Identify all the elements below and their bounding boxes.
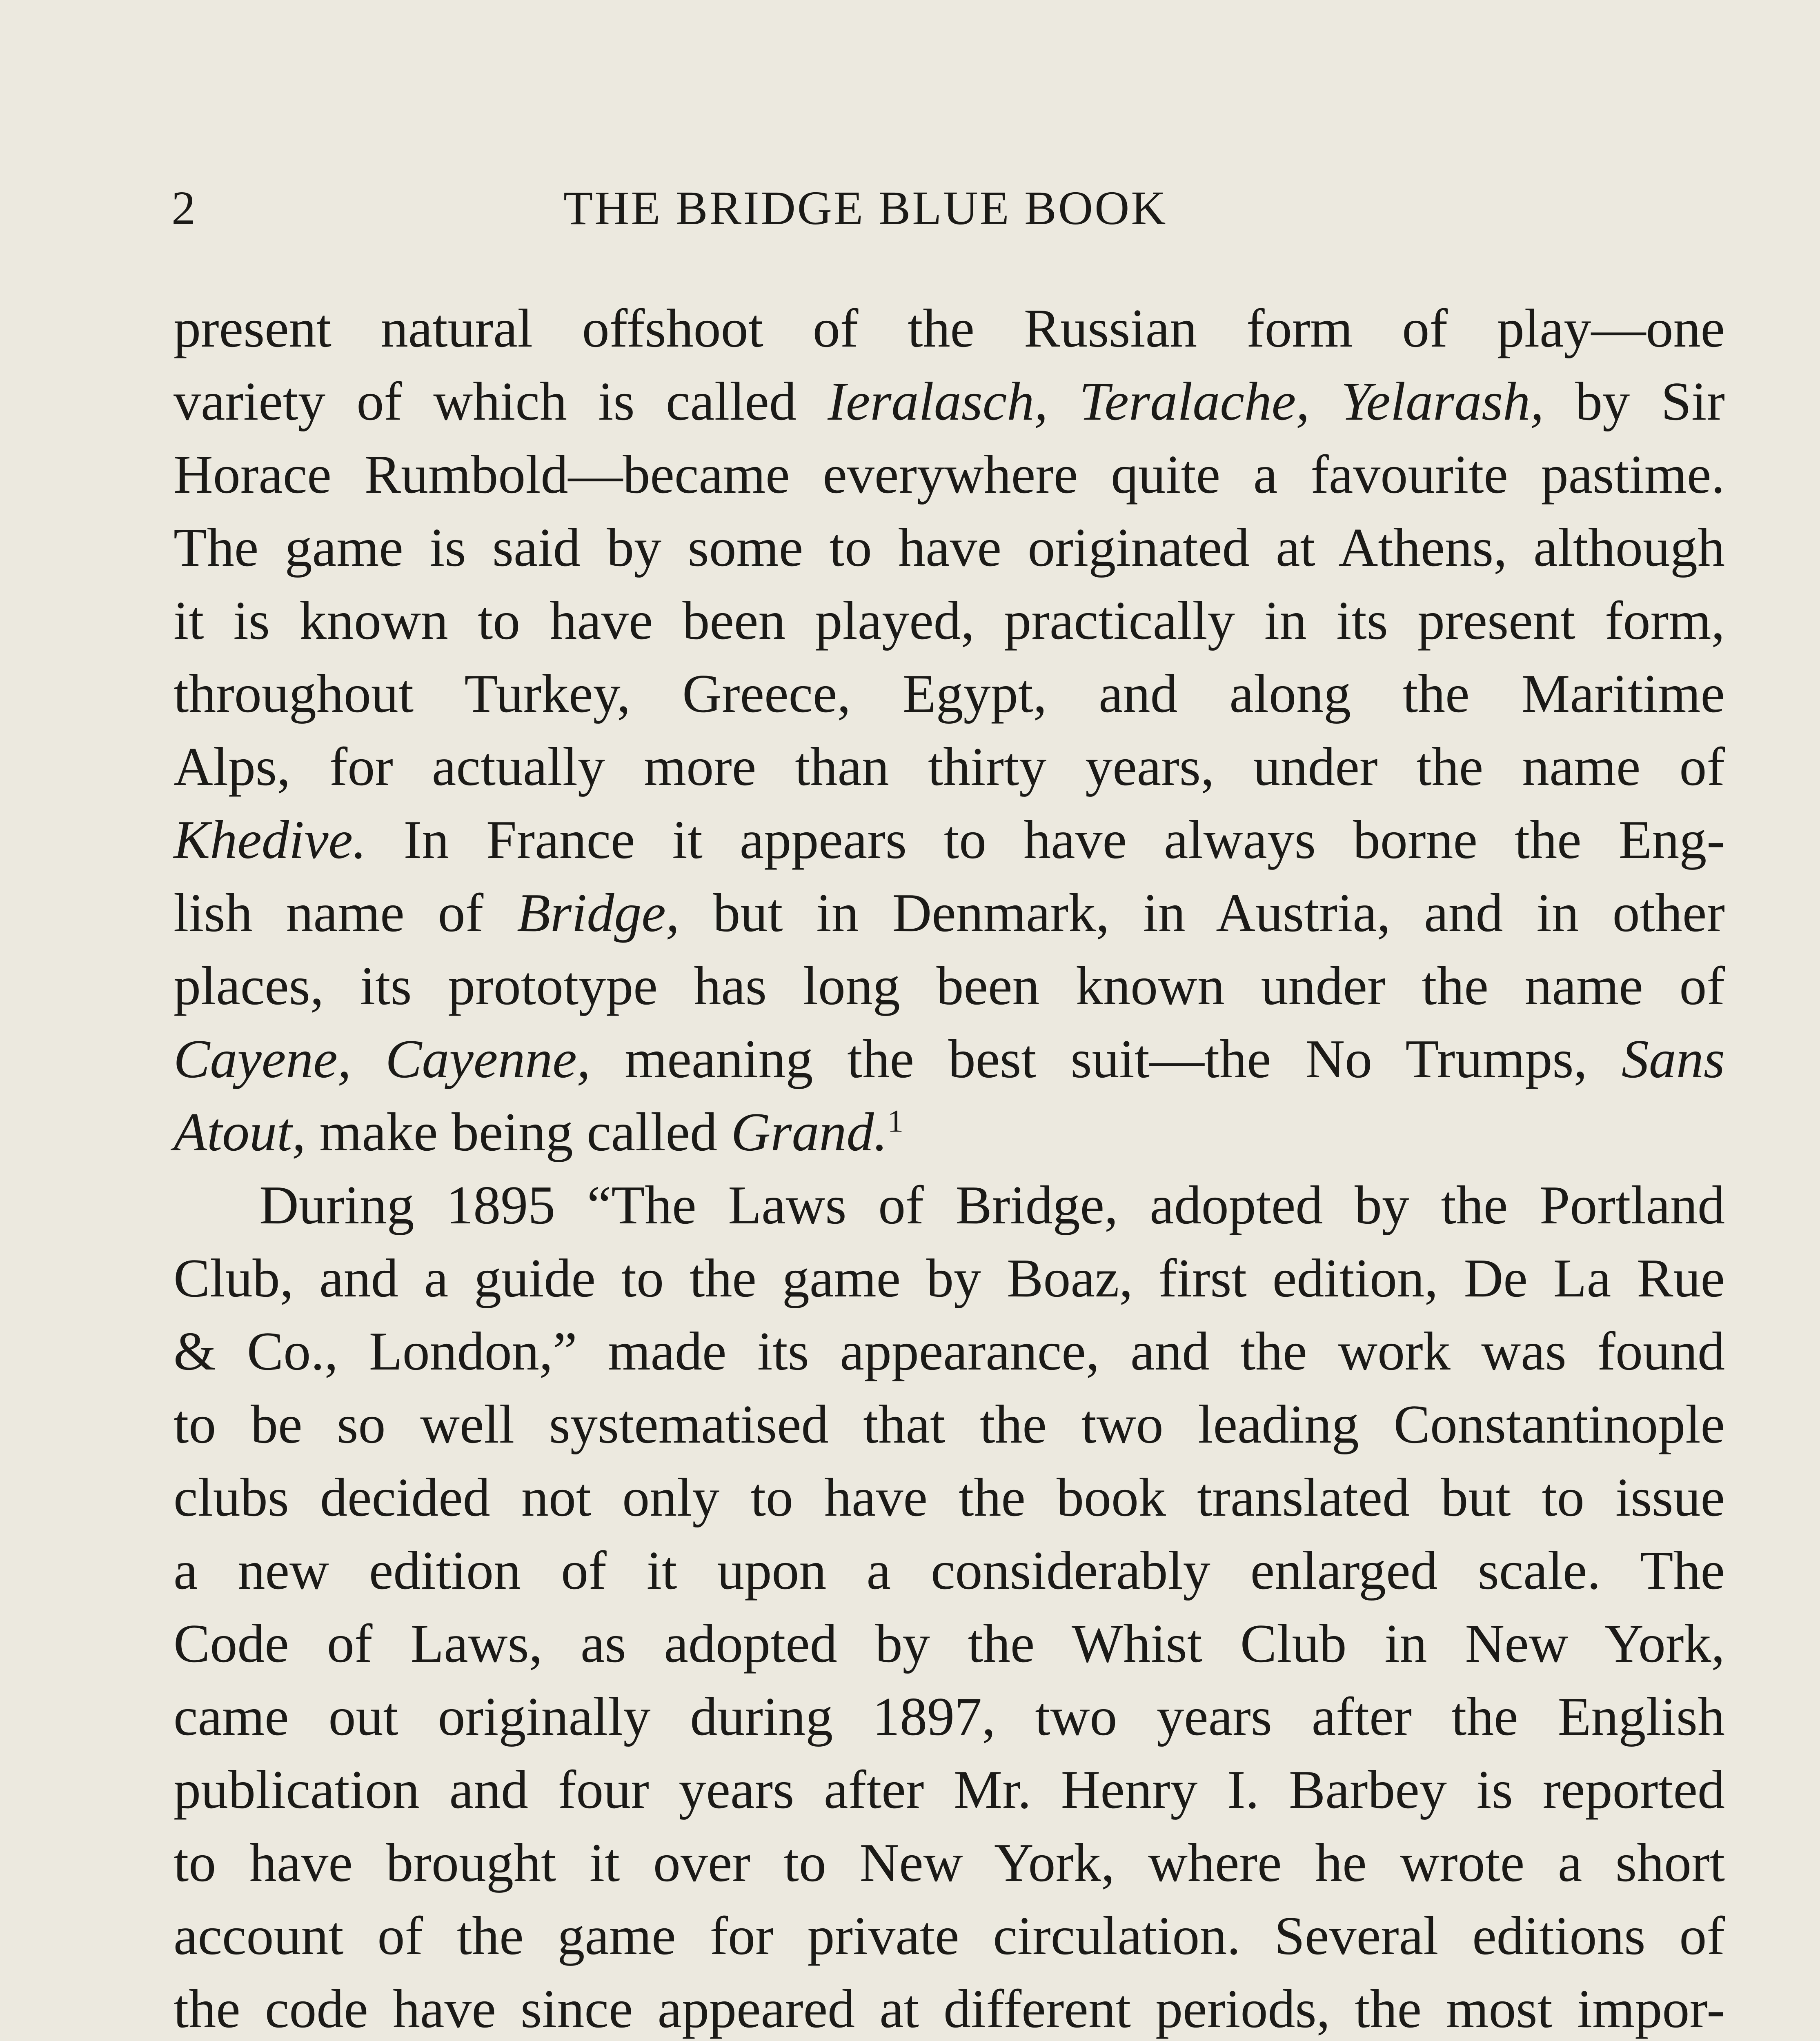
text-line: came out originally during 1897, two years after the English: [174, 1686, 1725, 1747]
text-span: lish name of: [174, 883, 517, 943]
italic-text: Ieralasch, Teralache, Yelarash,: [828, 371, 1544, 431]
text-line: throughout Turkey, Greece, Egypt, and along the Maritime: [174, 663, 1725, 724]
text-line: publication and four years after Mr. Henry I. Barbey is reported: [174, 1759, 1725, 1820]
book-title: THE BRIDGE BLUE BOOK: [563, 181, 1168, 235]
footnote-reference: 1: [888, 1103, 904, 1139]
italic-text: Khedive.: [174, 809, 367, 870]
text-line: [174, 803, 1725, 876]
text-span: make being called: [305, 1102, 731, 1162]
text-span: but in Denmark, in Austria, and in other: [679, 883, 1725, 943]
text-line: Horace Rumbold—became everywhere quite a favourite pastime.: [174, 444, 1725, 505]
text-line: Alps, for actually more than thirty years, under the name of: [174, 736, 1725, 797]
text-line: Club, and a guide to the game by Boaz, first edition, De La Rue: [174, 1248, 1725, 1308]
main-text: [174, 292, 1725, 2041]
italic-text: Cayene, Cayenne,: [174, 1029, 591, 1089]
text-line: & Co., London,” made its appearance, and the work was found: [174, 1321, 1725, 1381]
text-line: to have brought it over to New York, where he wrote a short: [174, 1832, 1725, 1893]
text-line: clubs decided not only to have the book translated but to issue: [174, 1467, 1725, 1527]
text-line: to be so well systematised that the two leading Constantinople: [174, 1394, 1725, 1454]
text-line: [174, 365, 1725, 438]
text-span: In France it appears to have always borne the Eng-: [366, 809, 1725, 870]
page-number: 2: [171, 181, 196, 235]
text-line: the code have since appeared at different periods, the most impor-: [174, 1979, 1725, 2039]
text-span: variety of which is called: [174, 371, 828, 431]
text-line: it is known to have been played, practically in its present form,: [174, 590, 1725, 651]
text-line: Code of Laws, as adopted by the Whist Club in New York,: [174, 1613, 1725, 1674]
text-span: meaning the best suit—the No Trumps,: [590, 1029, 1622, 1089]
italic-text: Atout,: [174, 1102, 306, 1162]
text-line: During 1895 “The Laws of Bridge, adopted by the Portland: [259, 1175, 1725, 1235]
text-line: account of the game for private circulation. Several editions of: [174, 1905, 1725, 1966]
italic-text: Bridge,: [517, 883, 680, 943]
text-span: by Sir: [1544, 371, 1725, 431]
italic-text: Sans: [1621, 1029, 1725, 1089]
text-line: [174, 1023, 1725, 1096]
text-line: [174, 1096, 1725, 1169]
running-head: [171, 171, 1723, 253]
text-line: a new edition of it upon a considerably enlarged scale. The: [174, 1540, 1725, 1601]
text-line: [174, 876, 1725, 949]
text-line: The game is said by some to have originated at Athens, although: [174, 517, 1725, 578]
italic-text: Grand.: [731, 1102, 888, 1162]
text-line: places, its prototype has long been known under the name of: [174, 956, 1725, 1016]
text-line: present natural offshoot of the Russian form of play—one: [174, 298, 1725, 358]
